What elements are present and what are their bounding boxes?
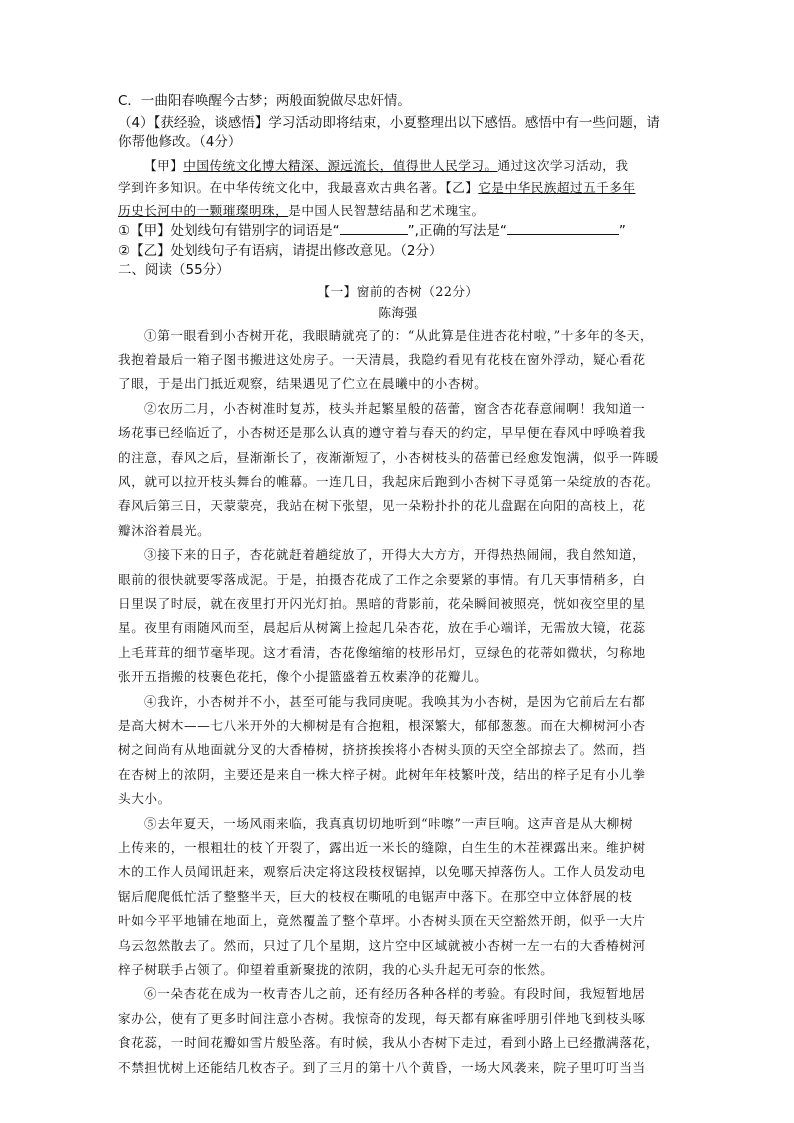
answer-blank-1[interactable] xyxy=(340,222,408,235)
article-paragraph xyxy=(118,324,678,397)
passage-line-1 xyxy=(118,156,678,176)
sub-question-2: ②【乙】处划线句子有语病，请提出修改意见。（2分） xyxy=(118,242,443,259)
paragraph-line: ②农历二月，小杏树准时复苏，枝头并起繁星般的蓓蕾，窗含杏花春意闹啊！我知道一 xyxy=(144,400,646,416)
paragraph-line: 叶如今平平地铺在地面上，竟然覆盖了整个草坪。小杏树头顶在天空豁然开朗，似乎一大片 xyxy=(118,913,646,929)
sub-question-1-text: ①【甲】处划线句有错别字的词语是“ xyxy=(118,223,340,239)
paragraph-line: 树之间尚有从地面就分叉的大香椿树，挤挤挨挨将小杏树头顶的天空全部掠去了。然而，挡 xyxy=(118,742,646,758)
paragraph-line: 场花事已经临近了，小杏树还是那么认真的遵守着与春天的约定，早早便在春风中呼唤着我 xyxy=(118,425,646,441)
sub-question-1-text: ” xyxy=(618,223,626,239)
label-yi: 【乙】 xyxy=(445,180,479,195)
paragraph-line: 日里误了时辰，就在夜里打开闪光灯拍。黑暗的背影前，花朵瞬间被照亮，恍如夜空里的星 xyxy=(118,595,646,611)
paragraph-line: 上毛茸茸的细节毫毕现。这才看清，杏花像缩缩的枝形吊灯，豆绿色的花蒂如微状，匀称地 xyxy=(118,644,646,660)
paragraph-line: 张开五指搬的枝裹色花托，像个小提篮盛着五枚素净的花瓣儿。 xyxy=(118,669,488,685)
paragraph-line: 在杏树上的浓阴，主要还是来自一株大梓子树。此树年年枝繁叶茂，结出的梓子足有小儿拳 xyxy=(118,766,646,782)
paragraph-line: 星。夜里有雨随风而至，晨起后从树篱上捡起几朵杏花，放在手心端详，无需放大镜，花蕊 xyxy=(118,620,646,636)
document-page xyxy=(118,92,678,1080)
paragraph-line: 乌云忽然散去了。然而，只过了几个星期，这片空中区域就被小杏树一左一右的大香椿树河 xyxy=(118,937,646,953)
sub-question-1-text: ”,正确的写法是“ xyxy=(407,223,507,239)
paragraph-line: 的注意，春风之后，昼渐渐长了，夜渐渐短了，小杏树枝头的蓓蕾已经愈发饱满，似乎一阵暖 xyxy=(118,449,659,465)
paragraph-line: 头大小。 xyxy=(118,791,171,807)
paragraph-line: ①第一眼看到小杏树开花，我眼睛就亮了的：“从此算是住进杏花村啦，”十多年的冬天， xyxy=(144,327,654,343)
paragraph-line: 家办公，使有了更多时间注意小杏树。我惊奇的发现，每天都有麻雀呼朋引伴地飞到枝头啄 xyxy=(118,1010,646,1026)
paragraph-line: 春风后第三日，天蒙蒙亮，我站在树下张望，见一朵粉扑扑的花儿盘踞在向阳的高枝上，花 xyxy=(118,498,646,514)
paragraph-line: ③接下来的日子，杏花就赶着趟绽放了，开得大大方方，开得热热闹闹，我自然知道， xyxy=(144,547,646,563)
paragraph-line: 风，就可以拉开枝头舞台的帷幕。一连几日，我起床后跑到小杏树下寻觅第一朵绽放的杏花。 xyxy=(118,473,659,489)
paragraph-line: 锯后爬爬低忙活了整整半天，巨大的枝杈在嘶吼的电锯声中落下。在那空中立体舒展的枝 xyxy=(118,888,633,904)
article-author: 陈海强 xyxy=(378,305,418,320)
article-paragraph xyxy=(118,982,678,1080)
article-paragraph xyxy=(118,690,678,812)
paragraph-line: 了眼，于是出门抵近观察，结果遇见了伫立在晨曦中的小杏树。 xyxy=(118,376,488,392)
underlined-sentence-yi-continued: 历史长河中的一颗璀璨明珠， xyxy=(118,202,289,218)
paragraph-line: 食花蕊，一时间花瓣如雪片般坠落。有时候，我从小杏树下走过，看到小路上已经撒满落花， xyxy=(118,1035,659,1051)
answer-blank-2[interactable] xyxy=(507,222,619,235)
sub-question-1 xyxy=(118,222,678,242)
section-heading: 二、阅读（55分） xyxy=(118,262,230,278)
paragraph-line: ④我许，小杏树并不小，甚至可能与我同庚呢。我唤其为小杏树，是因为它前后左右都 xyxy=(144,693,646,709)
passage-text: 学到许多知识。在中华传统文化中，我最喜欢古典名著。 xyxy=(118,180,446,195)
underlined-sentence-yi: 它是中华民族超过五千多年 xyxy=(478,180,636,195)
paragraph-line: 梓子树联手占领了。仰望着重新聚拢的浓阴，我的心头升起无可奈的怅然。 xyxy=(118,962,554,978)
paragraph-line: 眼前的很快就要零落成泥。于是，拍摄杏花成了工作之余要紧的事情。有几天事情稍多，白 xyxy=(118,571,646,587)
passage-line-2 xyxy=(118,178,678,198)
paragraph-line: ⑥一朵杏花在成为一枚青杏儿之前，还有经历各种各样的考验。有段时间，我短暂地居 xyxy=(144,986,646,1002)
paragraph-line: 上传来的，一根粗壮的枝丫开裂了，露出近一米长的缝隙，白生生的木茬裸露出来。维护树 xyxy=(118,840,646,856)
paragraph-line: 木的工作人员闻讯赶来，观察后决定将这段枝杈锯掉，以免哪天掉落伤人。工作人员发动电 xyxy=(118,864,646,880)
article-paragraph xyxy=(118,543,678,689)
paragraph-line: ⑤去年夏天，一场风雨来临，我真真切切地听到“咔嚓”一声巨响。这声音是从大柳树 xyxy=(144,815,634,831)
underlined-sentence-jia: 中国传统文化博大精深、源远流长，值得世人民学习。 xyxy=(183,157,498,173)
option-c: C．一曲阳春唤醒今古梦；两般面貌做尽忠奸情。 xyxy=(118,93,411,109)
article-paragraph xyxy=(118,812,678,983)
label-jia: 【甲】 xyxy=(144,157,184,173)
article-title: 【一】窗前的杏树（22分） xyxy=(317,283,479,299)
question-4-line-2: 你帮他修改。（4分） xyxy=(118,134,242,150)
question-4-line-1: （4）【获经验，谈感悟】学习活动即将结束，小夏整理出以下感悟。感悟中有一些问题，请 xyxy=(118,114,660,131)
passage-line-3 xyxy=(118,201,678,221)
passage-text: 通过这次学习活动，我 xyxy=(497,157,629,173)
paragraph-line: 我抱着最后一箱子图书搬进这处房子。一天清晨，我隐约看见有花枝在窗外浮动，疑心看花 xyxy=(118,351,646,367)
article-paragraph xyxy=(118,397,678,543)
paragraph-line: 瓣沐浴着晨光。 xyxy=(118,522,211,538)
paragraph-line: 不禁担忧树上还能结几枚杏子。到了三月的第十八个黄昏，一场大风袭来，院子里叮叮当当 xyxy=(118,1059,646,1075)
article-body xyxy=(118,324,678,1081)
paragraph-line: 是高大树木——七八米开外的大柳树是有合抱粗，根深繁大，郁郁葱葱。而在大柳树河小杏 xyxy=(118,718,646,733)
passage-text: 是中国人民智慧结晶和艺术瑰宝。 xyxy=(288,202,485,218)
